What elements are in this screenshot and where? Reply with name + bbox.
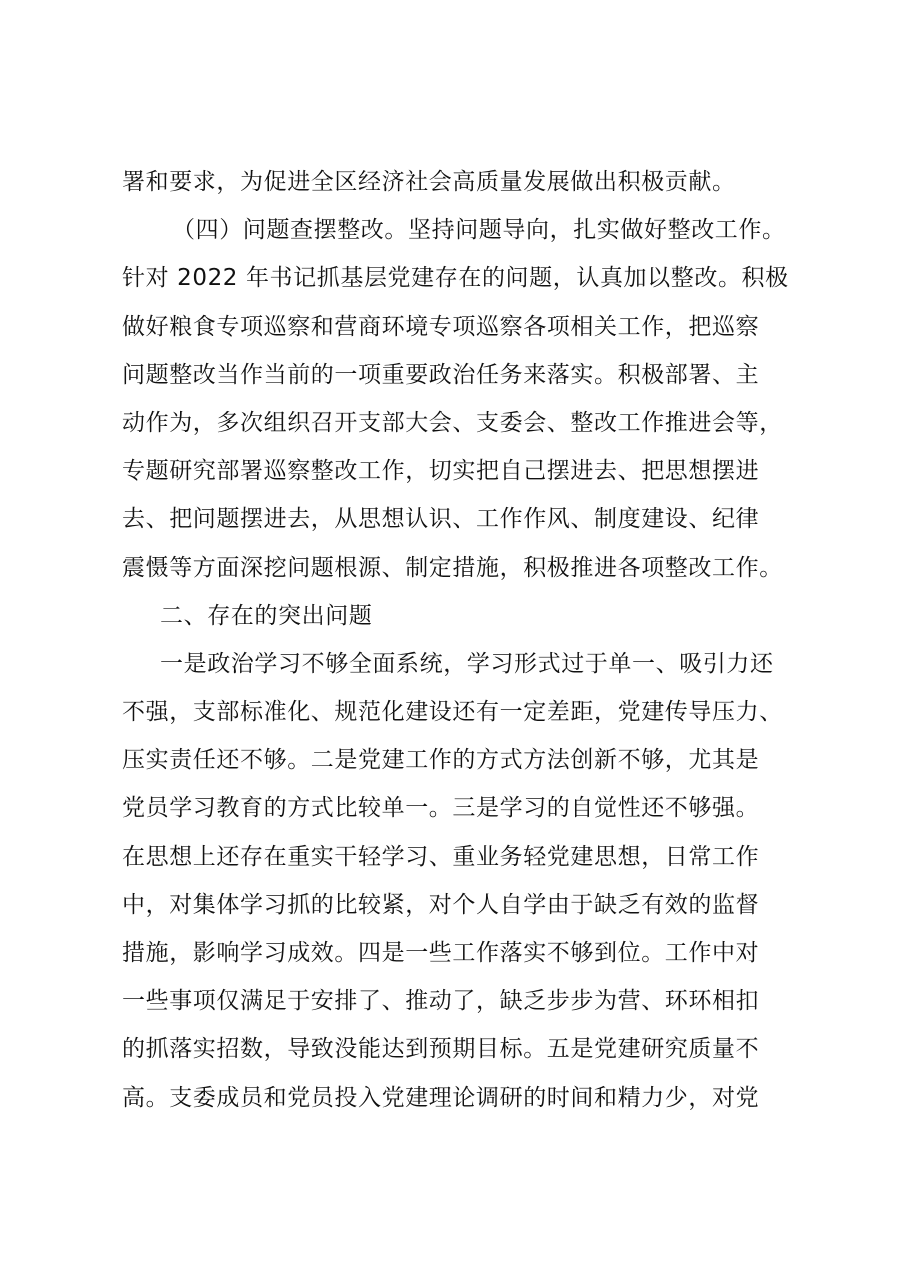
text-line: 震慑等方面深挖问题根源、制定措施，积极推进各项整改工作。 <box>122 554 783 581</box>
text-line: 的抓落实招数，导致没能达到预期目标。五是党建研究质量不 <box>122 1036 760 1063</box>
text-line: 专题研究部署巡察整改工作，切实把自己摆进去、把思想摆进 <box>122 458 760 485</box>
text-line: 党员学习教育的方式比较单一。三是学习的自觉性还不够强。 <box>122 795 760 822</box>
section-heading-outstanding-problems: 二、存在的突出问题 <box>160 602 373 629</box>
text-line: 高。支委成员和党员投入党建理论调研的时间和精力少，对党 <box>122 1084 760 1111</box>
text-line: 问题整改当作当前的一项重要政治任务来落实。积极部署、主 <box>122 361 760 388</box>
text-line: 做好粮食专项巡察和营商环境专项巡察各项相关工作，把巡察 <box>122 313 760 340</box>
section-heading-problem-rectification: （四）问题查摆整改。坚持问题导向，扎实做好整改工作。 <box>172 217 786 244</box>
text-line: 在思想上还存在重实干轻学习、重业务轻党建思想，日常工作 <box>122 843 760 870</box>
document-body <box>122 158 812 1122</box>
text-line: 针对 2022 年书记抓基层党建存在的问题，认真加以整改。积极 <box>122 265 789 292</box>
text-line: 署和要求，为促进全区经济社会高质量发展做出积极贡献。 <box>122 169 736 195</box>
text-line: 中，对集体学习抓的比较紧，对个人自学由于缺乏有效的监督 <box>122 891 760 918</box>
text-line: 去、把问题摆进去，从思想认识、工作作风、制度建设、纪律 <box>122 506 760 533</box>
text-line: 一些事项仅满足于安排了、推动了，缺乏步步为营、环环相扣 <box>122 988 760 1015</box>
text-line: 压实责任还不够。二是党建工作的方式方法创新不够，尤其是 <box>122 747 760 774</box>
text-line: 不强，支部标准化、规范化建设还有一定差距，党建传导压力、 <box>122 699 783 726</box>
text-line: 动作为，多次组织召开支部大会、支委会、整改工作推进会等， <box>122 409 783 436</box>
text-line: 措施，影响学习成效。四是一些工作落实不够到位。工作中对 <box>122 940 760 966</box>
text-line: 一是政治学习不够全面系统，学习形式过于单一、吸引力还 <box>160 650 774 677</box>
